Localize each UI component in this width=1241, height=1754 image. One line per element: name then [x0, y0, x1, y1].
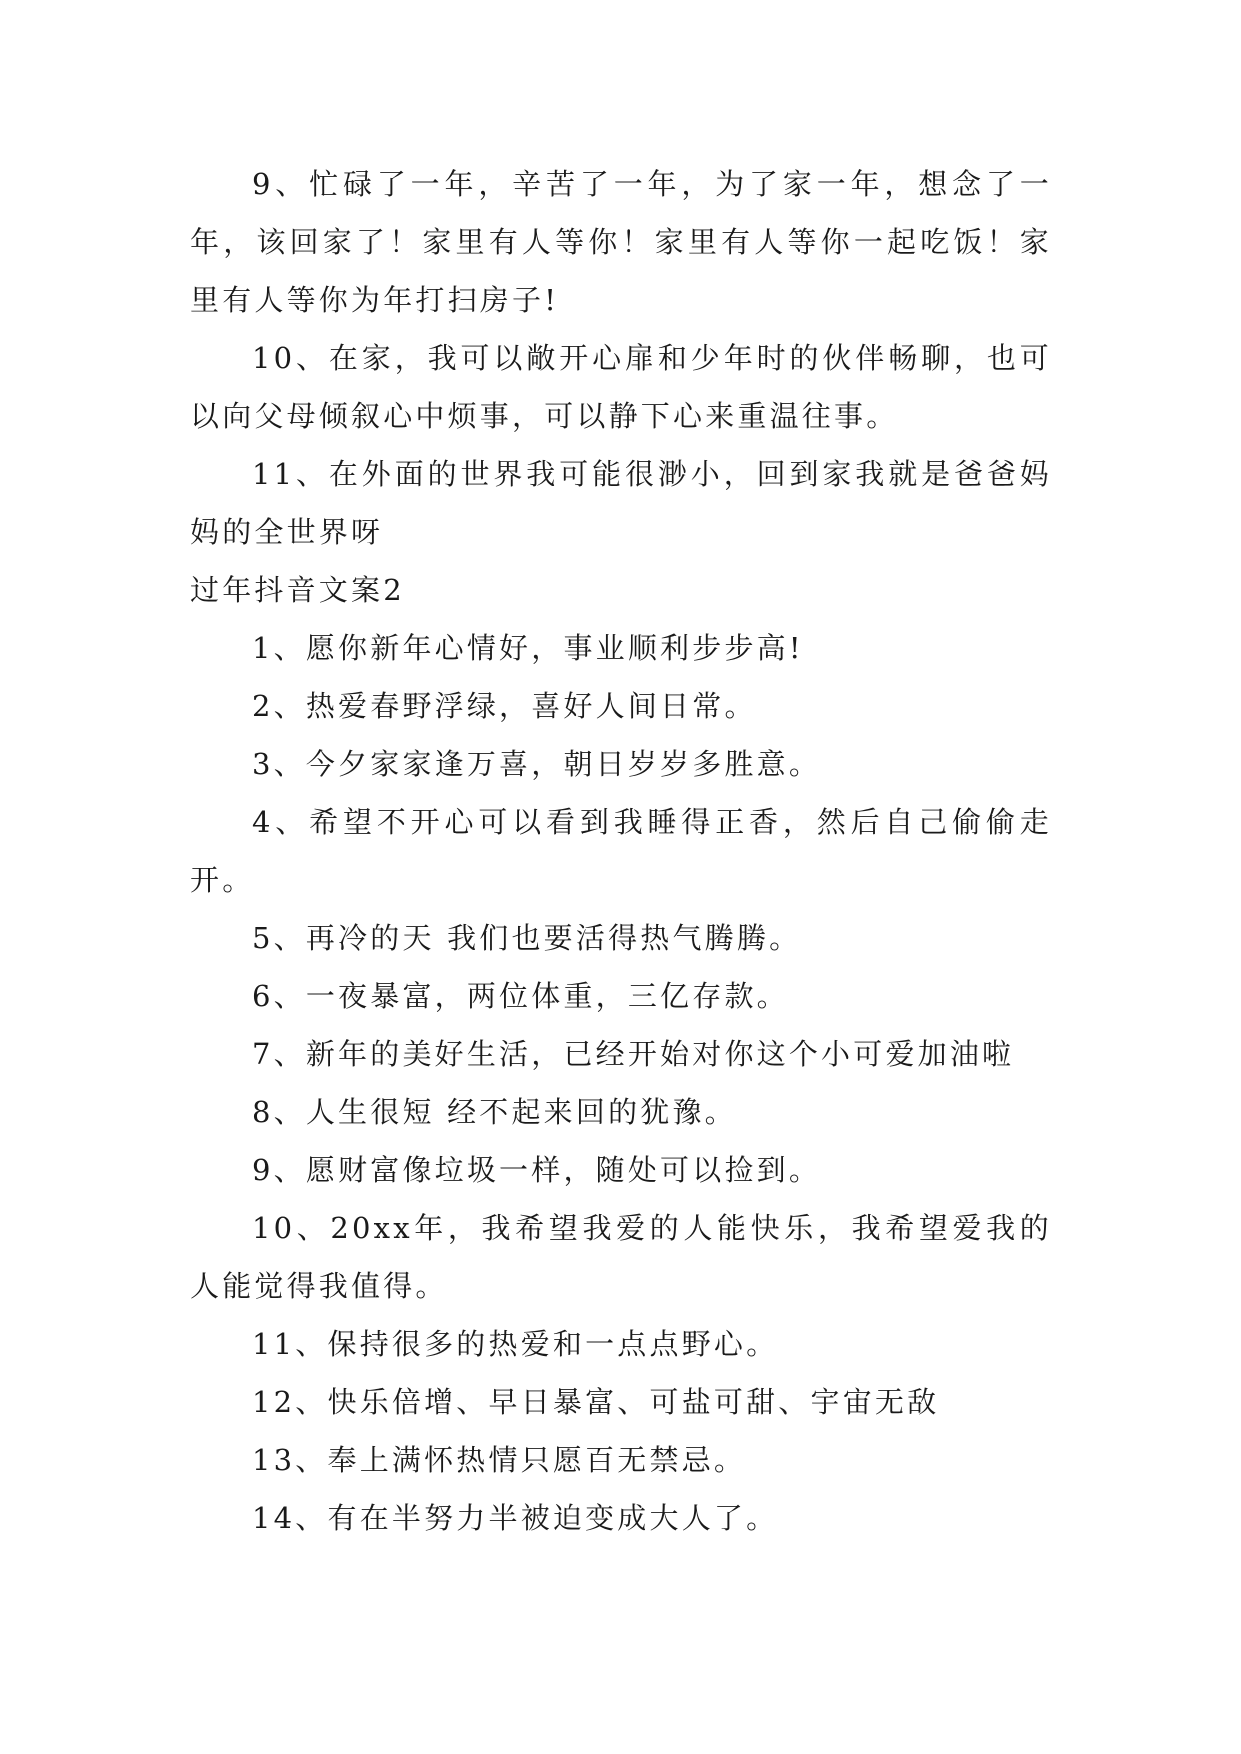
paragraph-9-homecoming: 9、忙碌了一年，辛苦了一年，为了家一年，想念了一年，该回家了！家里有人等你！家里有人等你一起吃饭！家里有人等你为年打扫房子!	[190, 167, 1052, 317]
list-item: 14、有在半努力半被迫变成大人了。	[252, 1501, 779, 1535]
list-item: 11、保持很多的热爱和一点点野心。	[252, 1327, 779, 1361]
list-item: 13、奉上满怀热情只愿百无禁忌。	[252, 1443, 747, 1477]
list-item: 6、一夜暴富，两位体重，三亿存款。	[252, 979, 789, 1013]
list-item: 8、人生很短 经不起来回的犹豫。	[252, 1095, 737, 1129]
document-body	[190, 155, 1052, 1547]
list-item: 7、新年的美好生活，已经开始对你这个小可爱加油啦	[252, 1037, 1015, 1071]
list-item: 5、再冷的天 我们也要活得热气腾腾。	[252, 921, 802, 955]
section-heading: 过年抖音文案2	[190, 573, 405, 607]
list-item: 10、20xx年，我希望我爱的人能快乐，我希望爱我的人能觉得我值得。	[190, 1211, 1052, 1303]
list-item: 12、快乐倍增、早日暴富、可盐可甜、宇宙无敌	[252, 1385, 940, 1419]
list-item: 1、愿你新年心情好，事业顺利步步高!	[252, 631, 804, 665]
paragraph-11-parents-world: 11、在外面的世界我可能很渺小，回到家我就是爸爸妈妈的全世界呀	[190, 457, 1052, 549]
list-item: 4、希望不开心可以看到我睡得正香，然后自己偷偷走开。	[190, 805, 1052, 897]
list-item: 3、今夕家家逢万喜，朝日岁岁多胜意。	[252, 747, 822, 781]
list-item: 2、热爱春野浮绿，喜好人间日常。	[252, 689, 757, 723]
list-item: 9、愿财富像垃圾一样，随处可以捡到。	[252, 1153, 822, 1187]
paragraph-10-at-home: 10、在家，我可以敞开心扉和少年时的伙伴畅聊，也可以向父母倾叙心中烦事，可以静下心来重温往事。	[190, 341, 1052, 433]
